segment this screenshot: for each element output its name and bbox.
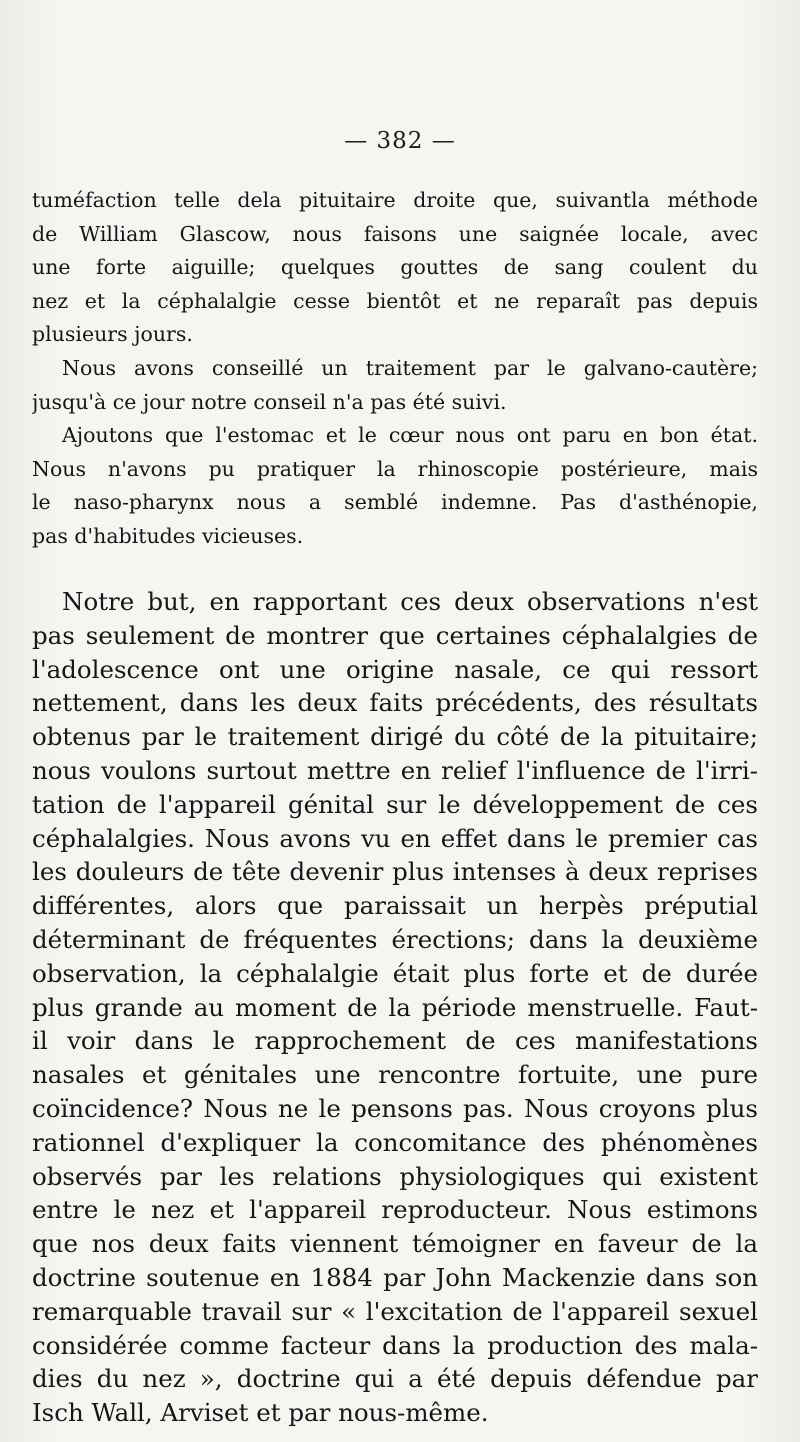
text-line: l'adolescence ont une origine nasale, ce qui ressort <box>32 654 758 684</box>
paragraph-2 <box>32 352 758 419</box>
text-line: Isch Wall, Arviset et par nous-même. <box>32 1398 489 1428</box>
text-line: remarquable travail sur « l'excitation de l'appareil sexuel <box>32 1296 758 1326</box>
text-line: observation, la céphalalgie était plus forte et de durée <box>32 958 758 988</box>
text-line: doctrine soutenue en 1884 par John Mackenzie dans son <box>32 1262 758 1292</box>
text-line: Notre but, en rapportant ces deux observations n'est <box>62 587 758 616</box>
text-line: le naso-pharynx nous a semblé indemne. Pas d'asthénopie, <box>32 490 758 515</box>
text-line: tuméfaction telle dela pituitaire droite que, suivantla méthode <box>32 188 758 212</box>
paragraph-3 <box>32 419 758 553</box>
text-line: considérée comme facteur dans la production des mala- <box>32 1330 758 1360</box>
text-line: de William Glascow, nous faisons une saignée locale, avec <box>32 221 758 246</box>
conclusion-paragraph <box>32 585 758 1430</box>
case-notes-block <box>32 184 758 554</box>
text-line: observés par les relations physiologiques qui existent <box>32 1161 758 1191</box>
page-number: — 382 — <box>344 128 456 154</box>
text-line: que nos deux faits viennent témoigner en faveur de la <box>32 1229 758 1259</box>
text-line: entre le nez et l'appareil reproducteur. Nous estimons <box>32 1195 758 1225</box>
text-line: céphalalgies. Nous avons vu en effet dans le premier cas <box>32 823 758 853</box>
text-line: dies du nez », doctrine qui a été depuis défendue par <box>32 1364 758 1394</box>
text-line: tation de l'appareil génital sur le développement de ces <box>32 789 758 819</box>
text-line: rationnel d'expliquer la concomitance des phénomènes <box>32 1127 758 1157</box>
text-line: pas seulement de montrer que certaines céphalalgies de <box>32 620 758 650</box>
text-line: les douleurs de tête devenir plus intenses à deux reprises <box>32 857 758 887</box>
text-line: jusqu'à ce jour notre conseil n'a pas été suivi. <box>32 389 507 414</box>
text-line: Ajoutons que l'estomac et le cœur nous ont paru en bon état. <box>62 423 758 448</box>
text-line: une forte aiguille; quelques gouttes de sang coulent du <box>32 255 758 280</box>
text-line: pas d'habitudes vicieuses. <box>32 523 304 548</box>
text-line: plus grande au moment de la période menstruelle. Faut- <box>32 992 758 1022</box>
text-line: différentes, alors que paraissait un herpès préputial <box>32 891 758 921</box>
text-line: plusieurs jours. <box>32 322 193 347</box>
text-line: nasales et génitales une rencontre fortuite, une pure <box>32 1060 758 1090</box>
text-line: nez et la céphalalgie cesse bientôt et ne reparaît pas depuis <box>32 288 758 313</box>
text-line: nous voulons surtout mettre en relief l'influence de l'irri- <box>32 755 758 785</box>
text-line: coïncidence? Nous ne le pensons pas. Nous croyons plus <box>32 1093 758 1123</box>
text-line: Nous avons conseillé un traitement par le galvano-cautère; <box>62 355 758 380</box>
text-line: nettement, dans les deux faits précédents, des résultats <box>32 688 758 718</box>
text-line: il voir dans le rapprochement de ces manifestations <box>32 1026 758 1056</box>
paragraph-1 <box>32 184 758 352</box>
text-line: Nous n'avons pu pratiquer la rhinoscopie postérieure, mais <box>32 456 758 481</box>
text-line: obtenus par le traitement dirigé du côté de la pituitaire; <box>32 722 758 752</box>
text-line: déterminant de fréquentes érections; dans la deuxième <box>32 924 758 954</box>
